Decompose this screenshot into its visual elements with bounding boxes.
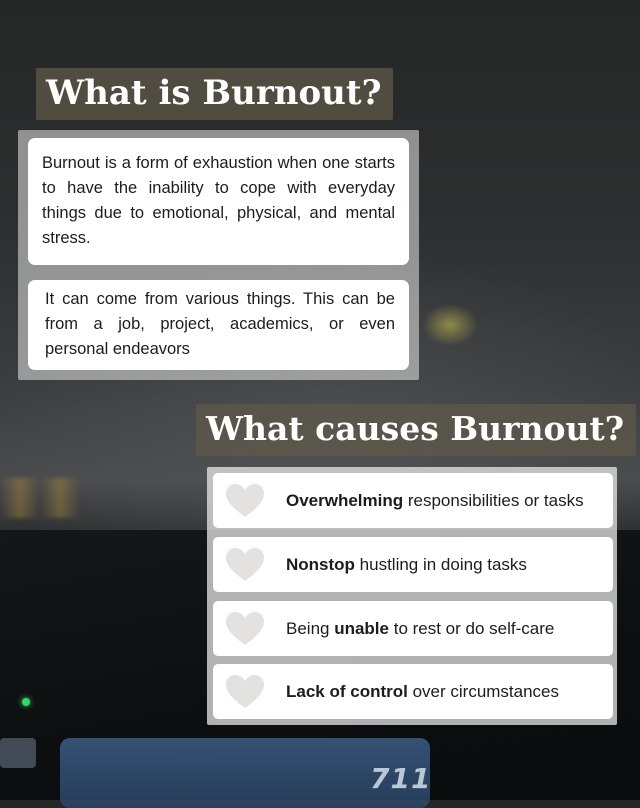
cause-item — [213, 537, 613, 592]
background-dashboard-number: 711 — [370, 762, 432, 795]
heart-icon — [225, 547, 265, 583]
sources-card: It can come from various things. This can be from a job, project, academics, or even personal endeavors — [28, 280, 409, 370]
background-dashboard-led — [22, 698, 30, 706]
cause-item — [213, 601, 613, 656]
cause-item — [213, 473, 613, 528]
definition-card: Burnout is a form of exhaustion when one starts to have the inability to cope with everyday things due to emotional, physical, and mental stress. — [28, 138, 409, 265]
cause-text: Being unable to rest or do self-care — [286, 618, 555, 638]
what-causes-burnout-heading: What causes Burnout? — [196, 404, 636, 456]
heart-icon — [225, 483, 265, 519]
cause-item — [213, 664, 613, 719]
heart-icon — [225, 674, 265, 710]
background-dashboard-button — [0, 738, 36, 768]
cause-text: Lack of control over circumstances — [286, 681, 560, 701]
cause-text: Overwhelming responsibilities or tasks — [286, 490, 584, 510]
background-road-lights — [0, 478, 200, 518]
heart-icon — [225, 611, 265, 647]
cause-text: Nonstop hustling in doing tasks — [286, 554, 527, 574]
what-is-burnout-heading: What is Burnout? — [36, 68, 393, 120]
